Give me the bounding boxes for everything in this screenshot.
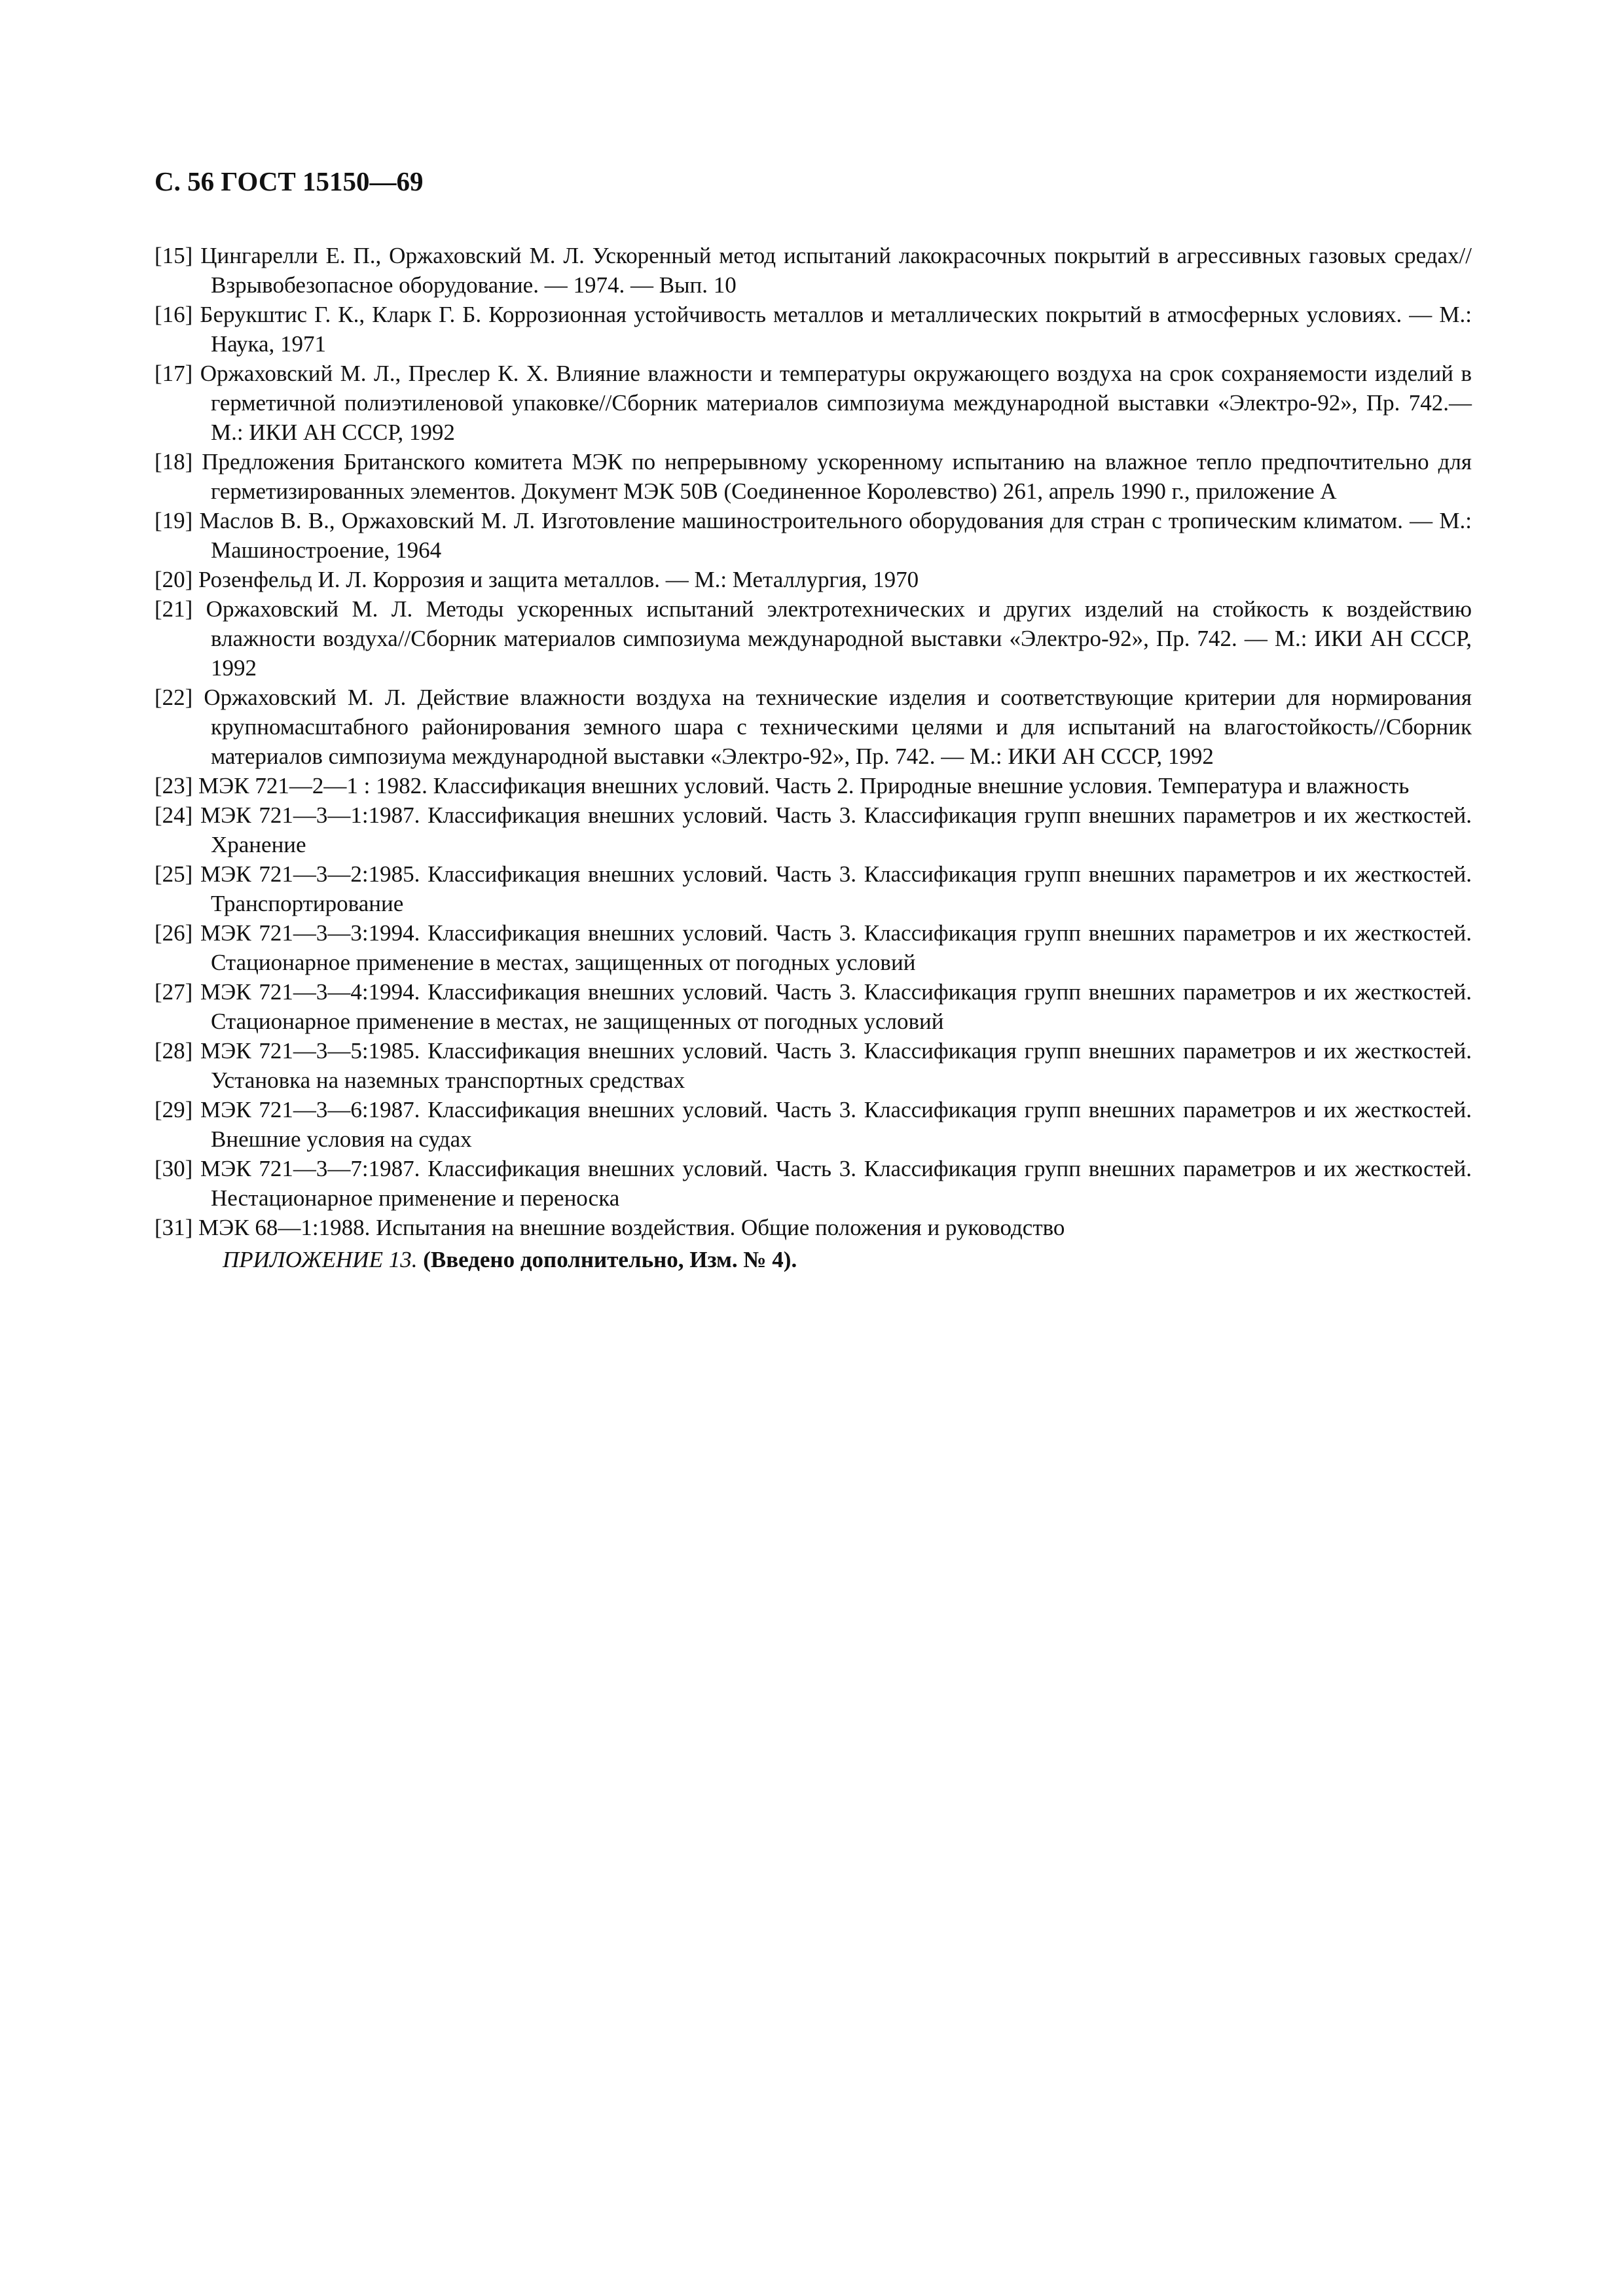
amendment-text: (Введено дополнительно, Изм. № 4). bbox=[423, 1247, 797, 1272]
page-header: С. 56 ГОСТ 15150—69 bbox=[155, 166, 424, 196]
reference-item: [23] МЭК 721—2—1 : 1982. Классификация внешних условий. Часть 2. Природные внешние условия. Температура и влажность bbox=[155, 773, 1410, 798]
reference-item: [15] Цингарелли Е. П., Оржаховский М. Л. Ускоренный метод испытаний лакокрасочных покрытий в агрессивных газовых средах//Взрывобезопасное оборудование. — 1974. — Вып. 10 bbox=[155, 243, 1472, 298]
reference-item: [24] МЭК 721—3—1:1987. Классификация внешних условий. Часть 3. Классификация групп внешних параметров и их жесткостей. Хранение bbox=[155, 802, 1472, 857]
reference-item: [26] МЭК 721—3—3:1994. Классификация внешних условий. Часть 3. Классификация групп внешних параметров и их жесткостей. Стационарное применение в местах, защищенных от погодных условий bbox=[155, 920, 1472, 975]
reference-item: [30] МЭК 721—3—7:1987. Классификация внешних условий. Часть 3. Классификация групп внешних параметров и их жесткостей. Нестационарное применение и переноска bbox=[155, 1156, 1472, 1211]
reference-item: [18] Предложения Британского комитета МЭК по непрерывному ускоренному испытанию на влажное тепло предпочтительно для герметизированных элементов. Документ МЭК 50В (Соединенное Королевство) 261, апрель 1990 г., приложение А bbox=[155, 449, 1472, 504]
reference-item: [31] МЭК 68—1:1988. Испытания на внешние воздействия. Общие положения и руководство bbox=[155, 1215, 1065, 1240]
reference-item: [17] Оржаховский М. Л., Преслер К. Х. Влияние влажности и температуры окружающего воздуха на срок сохраняемости изделий в герметичной полиэтиленовой упаковке//Сборник материалов симпозиума международной выставки «Электро-92», Пр. 742.—М.: ИКИ АН СССР, 1992 bbox=[155, 361, 1472, 445]
reference-item: [22] Оржаховский М. Л. Действие влажности воздуха на технические изделия и соответствующие критерии для нормирования крупномасштабного районирования земного шара с техническими целями и для испытаний на влагостойкость//Сборник материалов симпозиума международной выставки «Электро-92», Пр. 742. — М.: ИКИ АН СССР, 1992 bbox=[155, 685, 1472, 769]
reference-item: [20] Розенфельд И. Л. Коррозия и защита металлов. — М.: Металлургия, 1970 bbox=[155, 567, 919, 592]
reference-item: [19] Маслов В. В., Оржаховский М. Л. Изготовление машиностроительного оборудования для стран с тропическим климатом. — М.: Машиностроение, 1964 bbox=[155, 508, 1472, 563]
reference-item: [21] Оржаховский М. Л. Методы ускоренных испытаний электротехнических и других изделий на стойкость к воздействию влажности воздуха//Сборник материалов симпозиума международной выставки «Электро-92», Пр. 742. — М.: ИКИ АН СССР, 1992 bbox=[155, 596, 1472, 681]
reference-item: [25] МЭК 721—3—2:1985. Классификация внешних условий. Часть 3. Классификация групп внешних параметров и их жесткостей. Транспортирование bbox=[155, 861, 1472, 916]
amendment-note bbox=[155, 1245, 1472, 1274]
reference-item: [28] МЭК 721—3—5:1985. Классификация внешних условий. Часть 3. Классификация групп внешних параметров и их жесткостей. Установка на наземных транспортных средствах bbox=[155, 1038, 1472, 1093]
reference-item: [16] Берукштис Г. К., Кларк Г. Б. Коррозионная устойчивость металлов и металлических покрытий в атмосферных условиях. — М.: Наука, 1971 bbox=[155, 302, 1472, 357]
reference-item: [27] МЭК 721—3—4:1994. Классификация внешних условий. Часть 3. Классификация групп внешних параметров и их жесткостей. Стационарное применение в местах, не защищенных от погодных условий bbox=[155, 979, 1472, 1034]
appendix-label: ПРИЛОЖЕНИЕ 13. bbox=[223, 1247, 418, 1272]
reference-list bbox=[155, 241, 1472, 1274]
reference-item: [29] МЭК 721—3—6:1987. Классификация внешних условий. Часть 3. Классификация групп внешних параметров и их жесткостей. Внешние условия на судах bbox=[155, 1097, 1472, 1152]
